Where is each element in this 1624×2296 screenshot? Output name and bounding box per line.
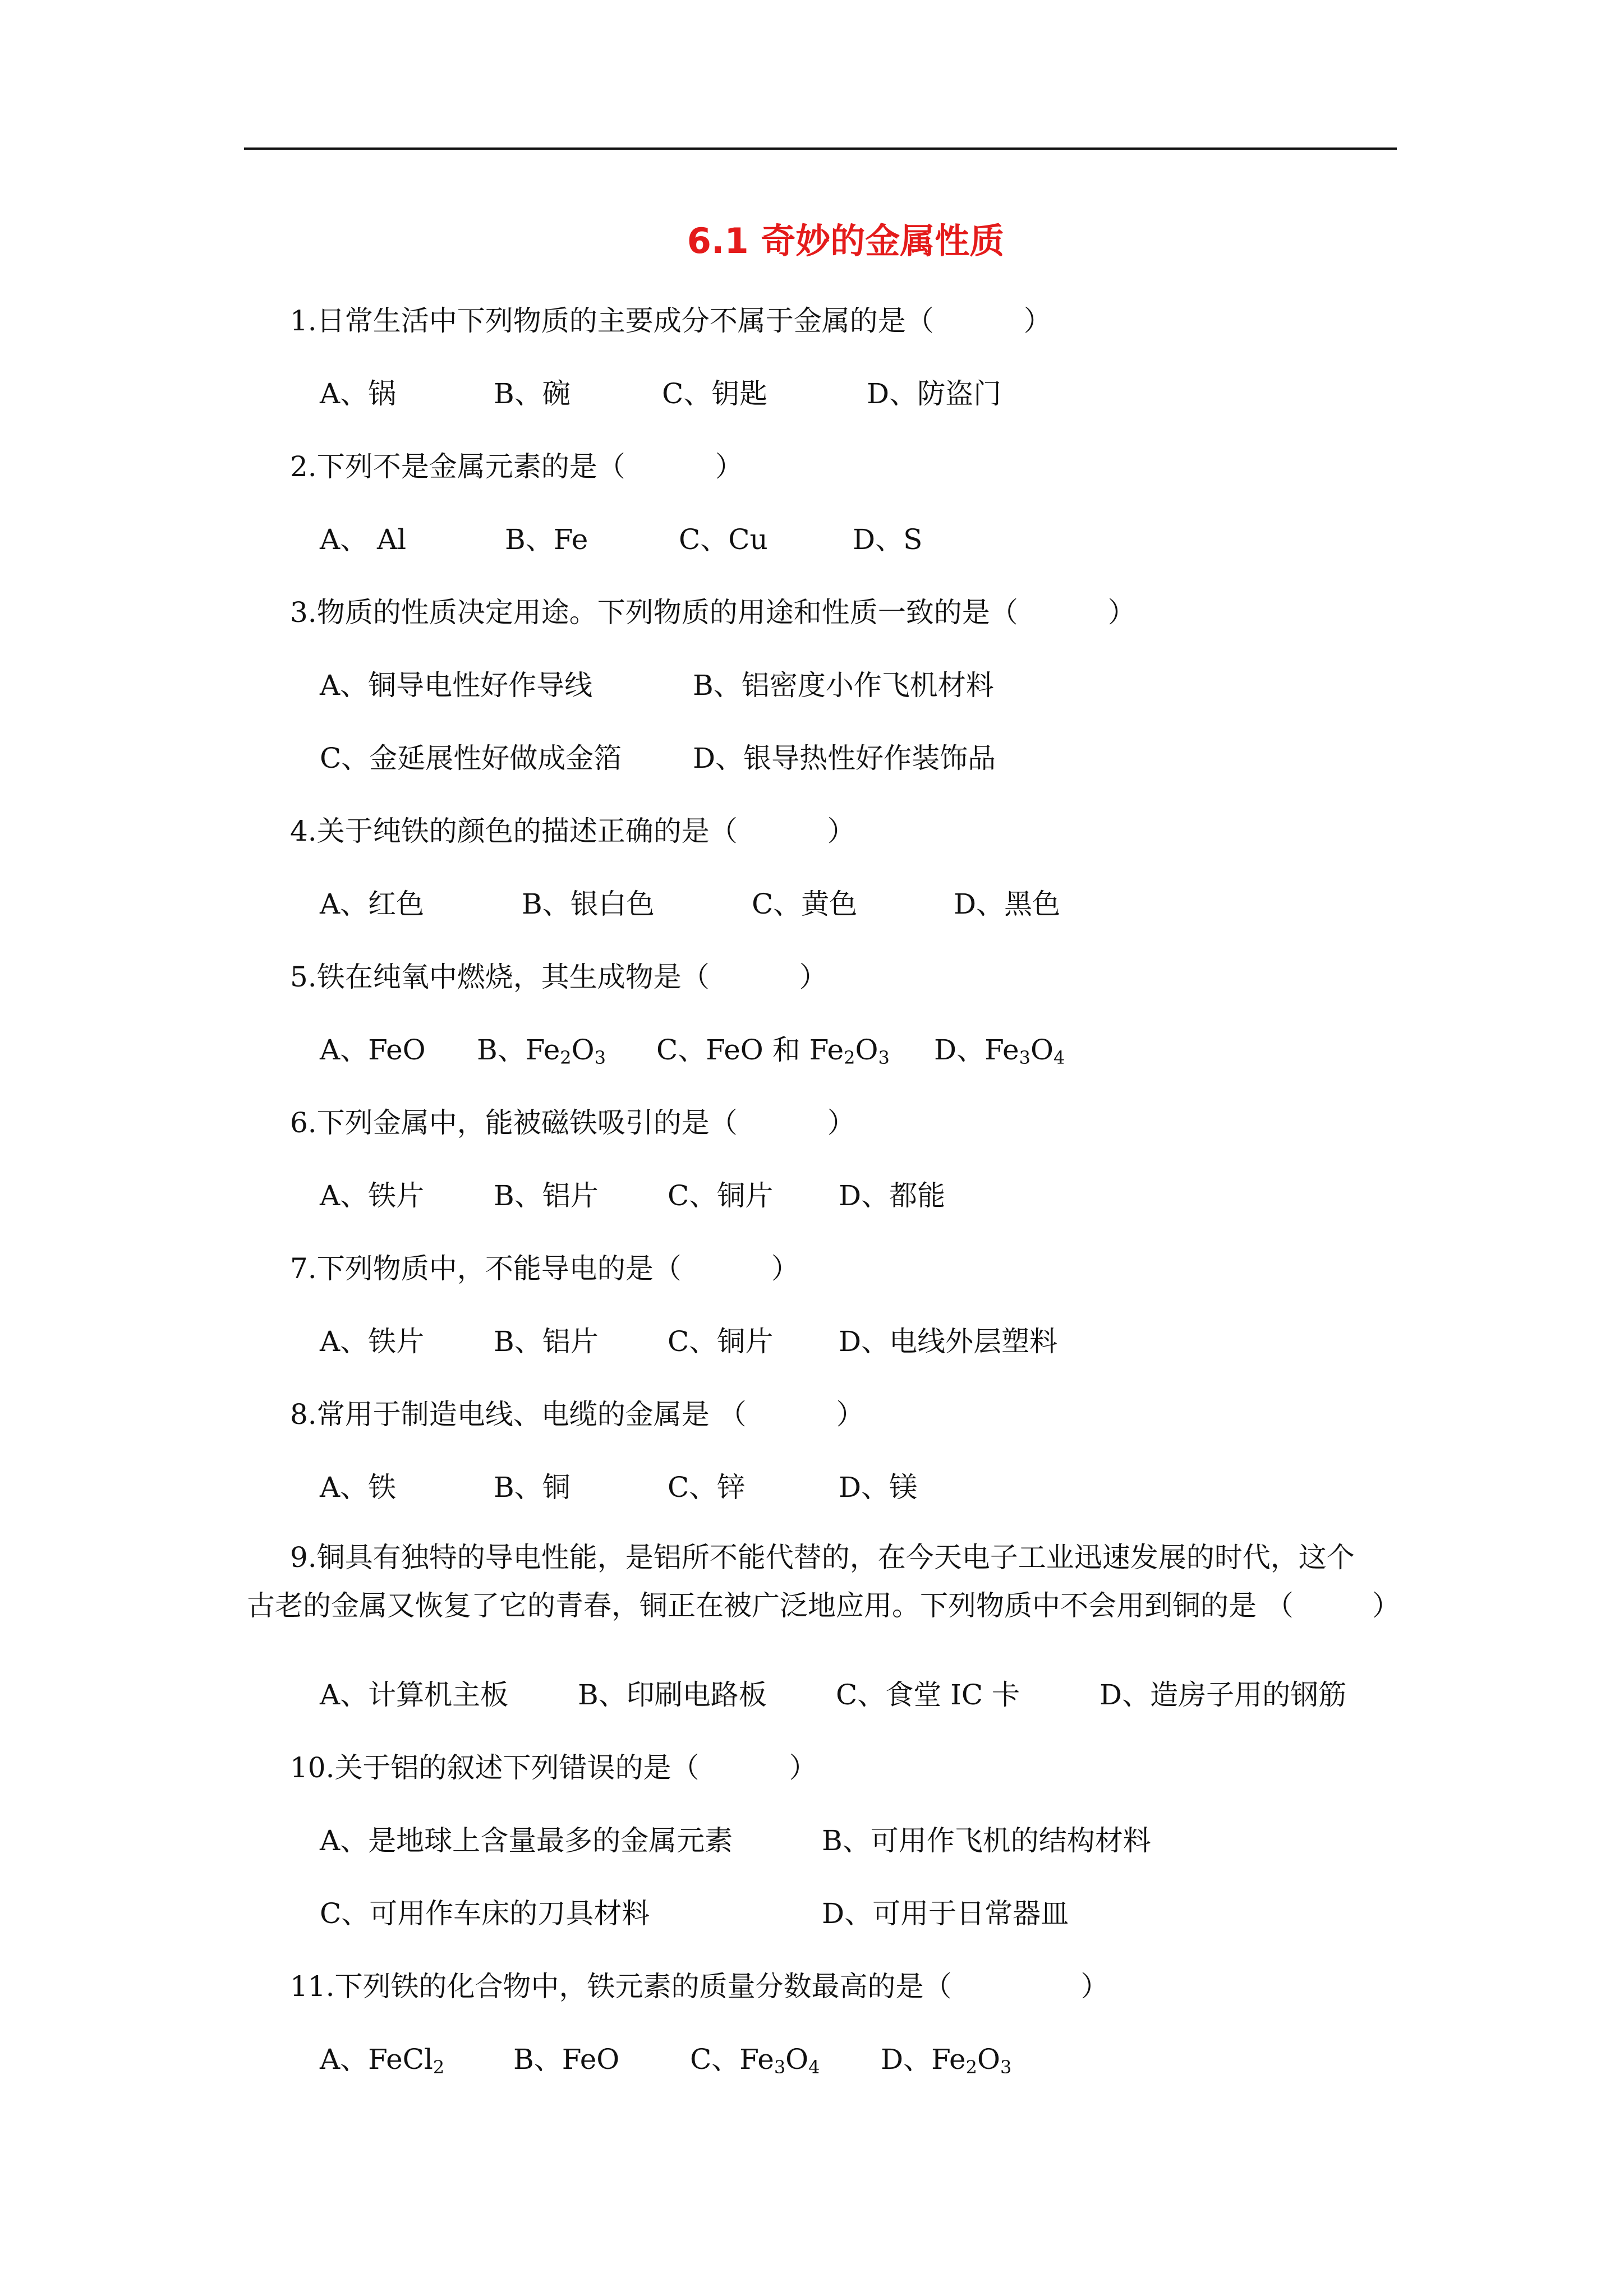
question-4: 4.关于纯铁的颜色的描述正确的是（ ） [290,815,855,847]
option-b: B、铝片 [494,1325,599,1358]
option-c: C、可用作车床的刀具材料 [320,1897,650,1930]
options-1 [320,376,1582,412]
question-1: 1.日常生活中下列物质的主要成分不属于金属的是（ ） [290,305,1052,337]
option-b: B、铝片 [494,1179,599,1212]
option-a: A、计算机主板 [320,1679,509,1711]
options-8 [320,1469,1582,1505]
option-c: C、铜片 [668,1325,774,1358]
option-a: A、 Al [320,523,407,556]
option-a: A、红色 [320,888,425,920]
option-a: A、是地球上含量最多的金属元素 [320,1824,733,1857]
option-a: A、铜导电性好作导线 [320,669,593,702]
question-6: 6.下列金属中，能被磁铁吸引的是（ ） [290,1106,855,1139]
option-d: D、都能 [839,1179,946,1212]
option-d: D、可用于日常器皿 [822,1897,1069,1930]
option-b: B、FeO [513,2043,620,2076]
option-c: C、Cu [679,523,768,556]
option-c: C、FeO 和 $Fe_2O_3$ [656,1034,890,1068]
option-a: A、铁片 [320,1325,425,1358]
option-c: C、金延展性好做成金箔 [320,742,622,774]
options-6 [320,1178,1582,1214]
option-b: B、$Fe_2O_3$ [477,1034,606,1068]
page-title: 6.1 奇妙的金属性质 [687,220,1005,261]
question-3: 3.物质的性质决定用途。下列物质的用途和性质一致的是（ ） [290,596,1136,629]
option-b: B、印刷电路板 [578,1679,767,1711]
option-c: C、食堂 IC 卡 [836,1679,1020,1711]
question-2: 2.下列不是金属元素的是（ ） [290,450,743,483]
options-10-row-1 [320,1823,1582,1859]
options-5 [320,1032,1582,1068]
option-c: C、锌 [668,1471,746,1504]
option-d: D、黑色 [954,888,1061,920]
option-c: C、黄色 [752,888,858,920]
option-d: D、S [853,523,923,556]
question-11: 11.下列铁的化合物中，铁元素的质量分数最高的是（ ） [290,1970,1109,2003]
option-d: D、银导热性好作装饰品 [693,742,996,774]
option-b: B、Fe [505,523,588,556]
option-a: A、FeCl$_2$ [320,2043,445,2078]
option-a: A、FeO [320,1034,426,1066]
option-d: D、造房子用的钢筋 [1099,1679,1347,1711]
option-b: B、可用作飞机的结构材料 [822,1824,1151,1857]
options-3-row-2 [320,740,1582,776]
question-7: 7.下列物质中，不能导电的是（ ） [290,1252,799,1285]
options-4 [320,886,1582,922]
option-d: D、防盗门 [867,377,1002,410]
option-a: A、锅 [320,377,397,410]
option-c: C、钥匙 [662,377,768,410]
header-rule [244,147,1397,150]
question-9: 9.铜具有独特的导电性能，是铝所不能代替的，在今天电子工业迅速发展的时代，这个 古老的金属又恢复了它的青春，铜正在被广泛地应用。下列物质中不会用到铜的是 （ ） [247,1541,1400,1622]
option-a: A、铁片 [320,1179,425,1212]
options-7 [320,1324,1582,1359]
options-9 [320,1677,1582,1713]
option-d: D、电线外层塑料 [839,1325,1058,1358]
option-b: B、碗 [494,377,571,410]
option-d: D、镁 [839,1471,918,1504]
options-11 [320,2041,1582,2077]
options-10-row-2 [320,1896,1582,1931]
option-c: C、$Fe_3O_4$ [690,2043,820,2078]
question-8: 8.常用于制造电线、电缆的金属是 （ ） [290,1398,864,1431]
option-b: B、银白色 [522,888,655,920]
option-d: D、$Fe_2O_3$ [881,2043,1012,2078]
option-a: A、铁 [320,1471,397,1504]
options-2 [320,522,1582,557]
option-b: B、铜 [494,1471,571,1504]
question-5: 5.铁在纯氧中燃烧，其生成物是（ ） [290,961,827,993]
option-c: C、铜片 [668,1179,774,1212]
question-10: 10.关于铝的叙述下列错误的是（ ） [290,1751,817,1784]
option-d: D、$Fe_3O_4$ [934,1034,1065,1068]
option-b: B、铝密度小作飞机材料 [693,669,994,702]
options-3-row-1 [320,667,1582,703]
